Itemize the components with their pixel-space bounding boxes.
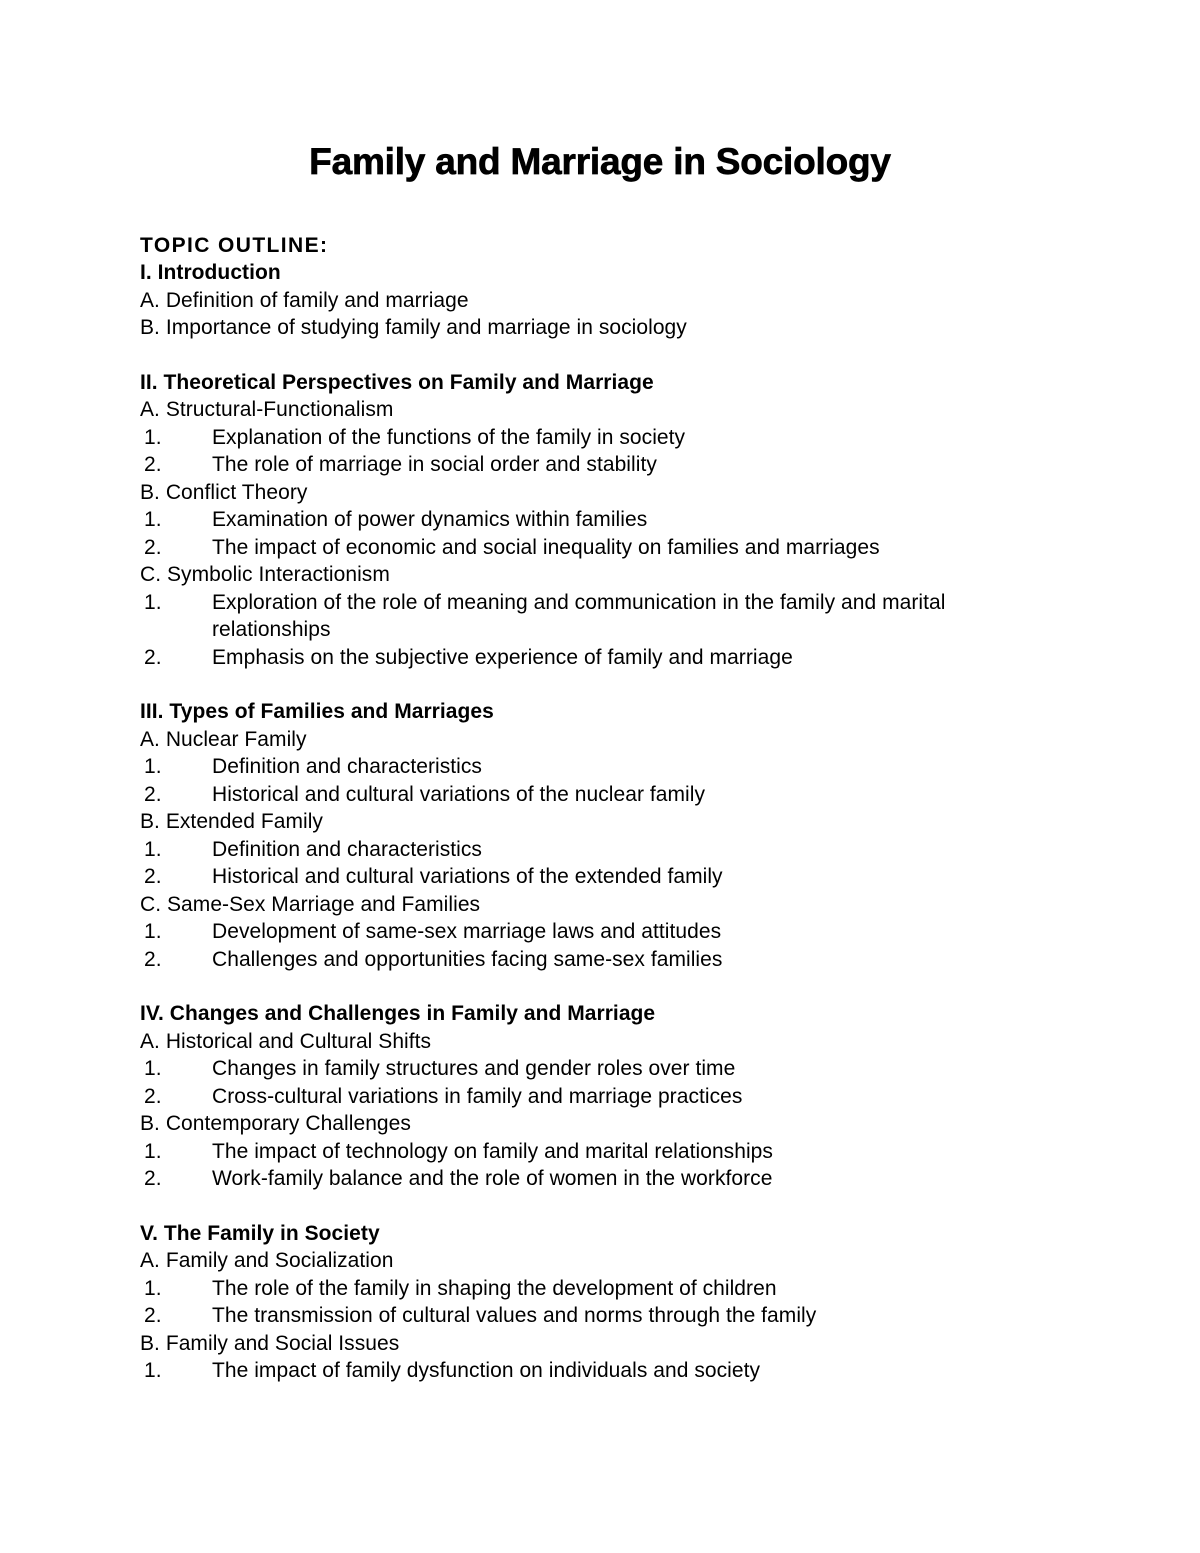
outline-label: TOPIC OUTLINE: [140,233,329,257]
list-marker: 2. [144,1304,162,1328]
outline-subitem [140,946,1060,974]
topic-outline [140,232,1060,1385]
subitem-text: Explanation of the functions of the family in society [212,425,686,449]
outline-section [140,369,1060,672]
subitem-text: The impact of family dysfunction on individuals and society [212,1359,761,1383]
outline-subitem [140,1055,1060,1083]
outline-subitem [140,1165,1060,1193]
outline-subitem [140,1138,1060,1166]
outline-subitem [140,1275,1060,1303]
outline-subitem [140,1083,1060,1111]
subitem-text: Examination of power dynamics within families [212,508,648,532]
list-marker: 1. [144,755,162,779]
outline-subitem [140,506,1060,534]
outline-item: A. Nuclear Family [140,727,307,751]
list-marker: 2. [144,782,162,806]
outline-item: C. Same-Sex Marriage and Families [140,892,481,916]
list-marker: 1. [144,1359,162,1383]
outline-subitem [140,534,1060,562]
list-marker: 2. [144,1084,162,1108]
subitem-text: The impact of technology on family and marital relationships [212,1139,773,1163]
outline-item: A. Structural-Functionalism [140,398,394,422]
section-heading: II. Theoretical Perspectives on Family and Marriage [140,370,654,394]
outline-item: B. Contemporary Challenges [140,1112,411,1136]
section-heading: IV. Changes and Challenges in Family and Marriage [140,1002,656,1026]
subitem-text: Historical and cultural variations of the extended family [212,865,723,889]
outline-numbered-list [140,424,1060,479]
subitem-text: Cross-cultural variations in family and marriage practices [212,1084,743,1108]
outline-subitem [140,424,1060,452]
outline-section [140,1000,1060,1193]
outline-subitem [140,1302,1060,1330]
list-marker: 1. [144,1139,162,1163]
subitem-text: Emphasis on the subjective experience of family and marriage [212,645,793,669]
subitem-text: Historical and cultural variations of the nuclear family [212,782,706,806]
subitem-text: Work-family balance and the role of women in the workforce [212,1167,773,1191]
list-marker: 2. [144,645,162,669]
section-heading: V. The Family in Society [140,1221,380,1245]
list-marker: 2. [144,453,162,477]
outline-item: C. Symbolic Interactionism [140,563,390,587]
outline-item: B. Family and Social Issues [140,1331,400,1355]
section-heading: III. Types of Families and Marriages [140,700,494,724]
outline-subitem [140,918,1060,946]
outline-numbered-list [140,506,1060,561]
outline-subitem [140,589,1060,644]
page-title: Family and Marriage in Sociology [309,141,891,182]
subitem-text: The transmission of cultural values and norms through the family [212,1304,817,1328]
list-marker: 1. [144,425,162,449]
list-marker: 1. [144,1276,162,1300]
outline-section [140,1220,1060,1385]
outline-subitem [140,863,1060,891]
subitem-text: Changes in family structures and gender roles over time [212,1057,736,1081]
outline-numbered-list [140,836,1060,891]
outline-item: A. Family and Socialization [140,1249,394,1273]
outline-numbered-list [140,918,1060,973]
outline-item: A. Historical and Cultural Shifts [140,1029,432,1053]
outline-subitem [140,753,1060,781]
outline-subitem [140,1357,1060,1385]
section-heading: I. Introduction [140,261,281,285]
outline-subitem [140,781,1060,809]
outline-numbered-list [140,1357,1060,1385]
subitem-text: Exploration of the role of meaning and communication in the family and marital relationships [212,590,946,642]
list-marker: 1. [144,508,162,532]
outline-subitem [140,451,1060,479]
outline-item: B. Importance of studying family and marriage in sociology [140,316,687,340]
list-marker: 2. [144,1167,162,1191]
list-marker: 1. [144,920,162,944]
outline-section [140,698,1060,973]
outline-numbered-list [140,1138,1060,1193]
outline-sections [140,259,1060,1385]
outline-item: A. Definition of family and marriage [140,288,469,312]
list-marker: 1. [144,590,162,614]
list-marker: 1. [144,837,162,861]
list-marker: 1. [144,1057,162,1081]
outline-numbered-list [140,1055,1060,1110]
subitem-text: The role of the family in shaping the development of children [212,1276,777,1300]
outline-numbered-list [140,1275,1060,1330]
outline-subitem [140,644,1060,672]
outline-item: B. Conflict Theory [140,480,308,504]
subitem-text: Development of same-sex marriage laws and attitudes [212,920,722,944]
subitem-text: The role of marriage in social order and stability [212,453,657,477]
outline-section [140,259,1060,342]
outline-numbered-list [140,589,1060,672]
list-marker: 2. [144,947,162,971]
outline-item: B. Extended Family [140,810,323,834]
list-marker: 2. [144,535,162,559]
outline-subitem [140,836,1060,864]
subitem-text: Definition and characteristics [212,837,482,861]
outline-numbered-list [140,753,1060,808]
list-marker: 2. [144,865,162,889]
subitem-text: The impact of economic and social inequality on families and marriages [212,535,880,559]
subitem-text: Definition and characteristics [212,755,482,779]
subitem-text: Challenges and opportunities facing same-sex families [212,947,723,971]
